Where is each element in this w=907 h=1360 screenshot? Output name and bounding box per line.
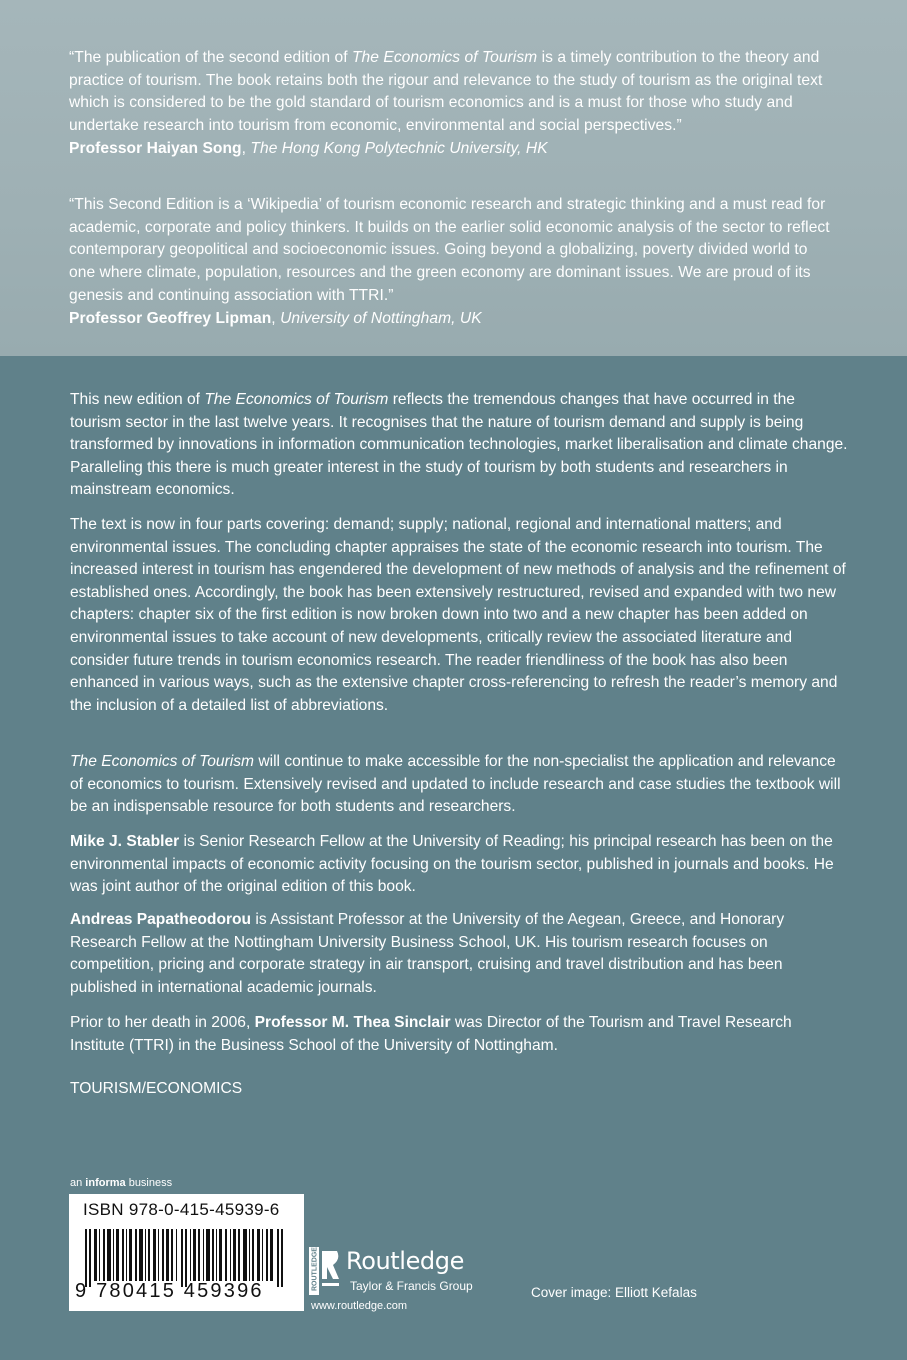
endorsement-quote-1	[69, 47, 837, 161]
paragraph-text: The text is now in four parts covering: demand; supply; national, regional and international matters; and environmental issues. The concluding chapter appraises the state of the economic research into tourism. The increased interest in tourism has engendered the development of new methods of analysis and the refinement of established ones. Accordingly, the book has been extensively restructured, revised and expanded with two new chapters: chapter six of the first edition is now broken down into two and a new chapter has been added on environmental issues to take account of new developments, critically review the associated literature and consider future trends in tourism economics research. The reader friendliness of the book has also been enhanced in various ways, such as the extensive chapter cross-referencing to refresh the reader’s memory and the inclusion of a detailed list of abbreviations.	[70, 516, 846, 714]
subject-category: TOURISM/ECONOMICS	[70, 1080, 243, 1097]
memorial-text: Prior to her death in 2006,	[70, 1014, 255, 1031]
book-title-italic: The Economics of Tourism	[70, 753, 255, 770]
author-name: Mike J. Stabler	[70, 833, 180, 850]
informa-business-tag	[70, 1177, 172, 1189]
quote-text: “The publication of the second edition of	[69, 49, 352, 66]
memorial-text: was Director of the Tourism and Travel Research Institute (TTRI) in the Business School of the University of Nottingham.	[70, 1014, 792, 1054]
publisher-name: Routledge	[346, 1247, 464, 1275]
book-title-italic: The Economics of Tourism	[204, 391, 389, 408]
paragraph-text: This new edition of	[70, 391, 205, 408]
author-name: Andreas Papatheodorou	[70, 911, 252, 928]
endorsement-quote-2	[69, 194, 837, 330]
quote-affiliation: University of Nottingham, UK	[280, 309, 482, 327]
book-title-italic: The Economics of Tourism	[351, 49, 538, 66]
quote-affiliation: The Hong Kong Polytechnic University, HK	[250, 139, 548, 157]
publisher-group: Taylor & Francis Group	[350, 1279, 473, 1293]
quote-text: is a timely contribution to the theory and practice of tourism. The book retains both the rigour and relevance to the study of tourism as the original text which is considered to be the gold standard of tourism economics and is a must for those who study and undertake research into tourism from economic, environmental and social perspectives.”	[69, 49, 823, 135]
quote-text: “This Second Edition is a ‘Wikipedia’ of tourism economic research and strategic thinking and a must read for academic, corporate and policy thinkers. It builds on the earlier solid economic analysis of the sector to reflect contemporary geopolitical and socioeconomic issues. Going beyond a globalizing, poverty divided world to one where climate, population, resources and the green economy are dominant issues. We are proud of its genesis and continuing association with TTRI.”	[69, 196, 830, 304]
memorial-name: Professor M. Thea Sinclair	[254, 1014, 451, 1031]
author-bio-stabler	[70, 831, 850, 899]
paragraph-text: will continue to make accessible for the non-specialist the application and relevance of economics to tourism. Extensively revised and updated to include research and case studies the textbook will be an indispensable resource for both students and researchers.	[70, 753, 841, 816]
separator: ,	[241, 139, 251, 157]
author-bio-text: is Senior Research Fellow at the University of Reading; his principal research has been on the environmental impacts of economic activity focusing on the tourism sector, published in journals and books. He was joint author of the original edition of this book.	[70, 833, 834, 896]
routledge-logo-icon	[309, 1247, 341, 1295]
quote-author: Professor Geoffrey Lipman	[69, 309, 272, 327]
routledge-mark-text: ROUTLEDGE	[311, 1247, 319, 1291]
informa-pre: an	[70, 1177, 86, 1189]
description-paragraph-2	[70, 514, 850, 717]
informa-post: business	[125, 1177, 173, 1189]
author-bio-papatheodorou	[70, 909, 850, 999]
author-bio-text: is Assistant Professor at the University of the Aegean, Greece, and Honorary Research Fellow at the Nottingham University Business School, UK. His tourism research focuses on competition, pricing and corporate strategy in air transport, cruising and travel distribution and has been published in international academic journals.	[70, 911, 785, 996]
isbn-label: ISBN 978-0-415-45939-6	[83, 1200, 280, 1219]
informa-brand: informa	[85, 1177, 126, 1189]
quote-author: Professor Haiyan Song	[69, 139, 242, 157]
isbn-barcode-box	[69, 1194, 304, 1311]
paragraph-text: reflects the tremendous changes that have occurred in the tourism sector in the last twelve years. It recognises that the nature of tourism demand and supply is being transformed by innovations in information communication technologies, market liberalisation and climate change. Paralleling this there is much greater interest in the study of tourism by both students and researchers in mainstream economics.	[70, 391, 848, 499]
cover-image-credit: Cover image: Elliott Kefalas	[531, 1285, 697, 1300]
memorial-note	[70, 1012, 850, 1057]
publisher-url: www.routledge.com	[311, 1300, 407, 1312]
barcode-number: 9 780415 459396	[75, 1280, 264, 1302]
separator: ,	[271, 309, 281, 327]
description-paragraph-3	[70, 751, 850, 819]
description-paragraph-1	[70, 389, 850, 502]
barcode-icon	[85, 1229, 289, 1287]
